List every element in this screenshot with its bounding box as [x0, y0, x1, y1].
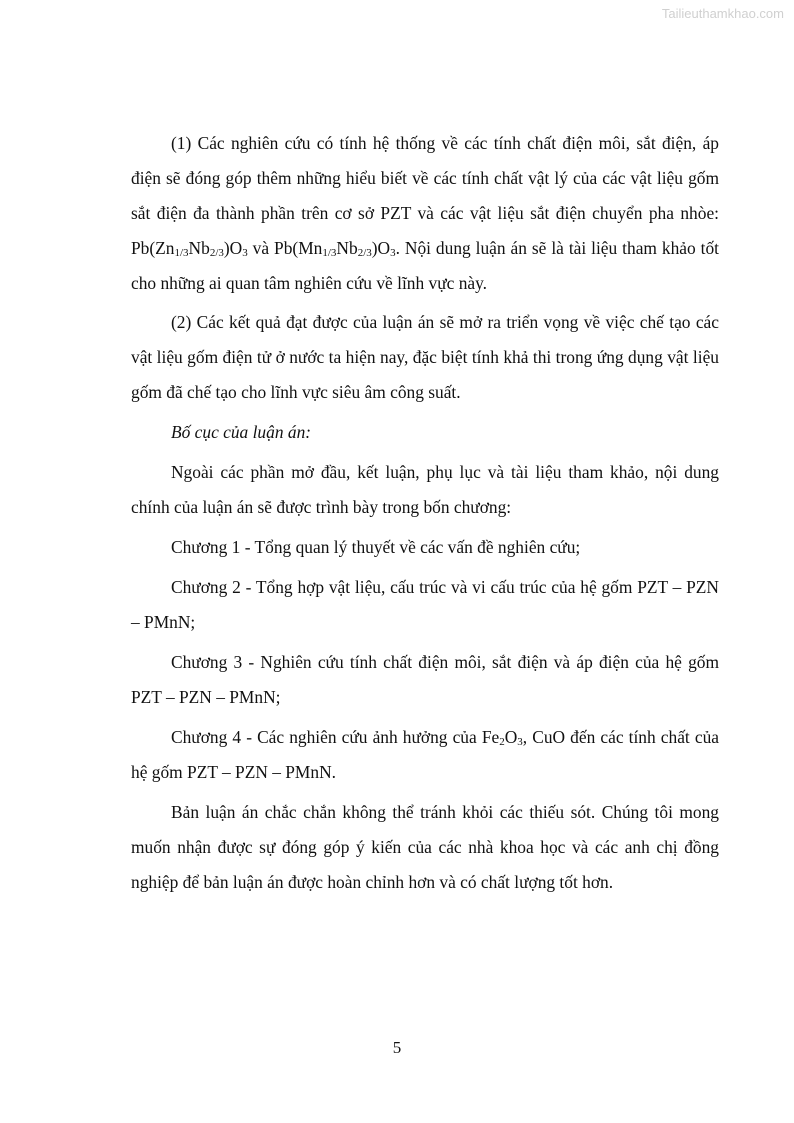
page-body: [131, 126, 719, 904]
text: Nb: [188, 238, 210, 258]
paragraph-closing: Bản luận án chắc chắn không thể tránh khỏi các thiếu sót. Chúng tôi mong muốn nhận được sự đóng góp ý kiến của các nhà khoa học và các anh chị đồng nghiệp để bản luận án được hoàn chỉnh hơn và có chất lượng tốt hơn.: [131, 802, 719, 892]
subscript: 2/3: [357, 247, 372, 259]
text: (1) Các nghiên cứu có tính hệ thống về các tính chất điện môi, sắt điện, áp điện sẽ đóng góp thêm những hiểu biết về các tính chất vật lý của các vật liệu gốm sắt điện đa thành phần trên cơ sở PZT và các vật liệu sắt điện chuyển pha nhòe: Pb(Zn: [131, 133, 719, 258]
subscript: 1/3: [174, 247, 189, 259]
text: và Pb(Mn: [247, 238, 323, 258]
chapter-1: Chương 1 - Tổng quan lý thuyết về các vấn đề nghiên cứu;: [171, 537, 581, 557]
chapter-2: Chương 2 - Tổng hợp vật liệu, cấu trúc và vi cấu trúc của hệ gốm PZT – PZN – PMnN;: [131, 577, 719, 632]
text: Nb: [336, 238, 358, 258]
subscript: 2/3: [209, 247, 224, 259]
text: , CuO đến các tính chất của hệ gốm PZT – PZN – PMnN.: [131, 727, 719, 782]
text: )O: [371, 238, 391, 258]
subscript: 2: [499, 736, 505, 748]
text: O: [504, 727, 518, 747]
subscript: 3: [517, 736, 523, 748]
paragraph-significance-1: [131, 126, 719, 301]
watermark: Tailieuthamkhao.com: [661, 6, 784, 21]
subscript: 3: [390, 247, 396, 259]
chapter-4: [131, 720, 719, 790]
chapter-3: Chương 3 - Nghiên cứu tính chất điện môi, sắt điện và áp điện của hệ gốm PZT – PZN – PMnN;: [131, 652, 719, 707]
subscript: 3: [242, 247, 248, 259]
subscript: 1/3: [322, 247, 337, 259]
text: )O: [223, 238, 243, 258]
text: . Nội dung luận án sẽ là tài liệu tham khảo tốt cho những ai quan tâm nghiên cứu về lĩnh vực này.: [131, 238, 719, 293]
paragraph-structure: Ngoài các phần mở đầu, kết luận, phụ lục và tài liệu tham khảo, nội dung chính của luận án sẽ được trình bày trong bốn chương:: [131, 462, 719, 517]
page-number: 5: [392, 1038, 402, 1057]
text: Chương 4 - Các nghiên cứu ảnh hưởng của Fe: [171, 727, 500, 747]
section-heading: Bố cục của luận án:: [171, 422, 312, 442]
paragraph-significance-2: (2) Các kết quả đạt được của luận án sẽ mở ra triển vọng về việc chế tạo các vật liệu gốm điện tử ở nước ta hiện nay, đặc biệt tính khả thi trong ứng dụng vật liệu gốm đã chế tạo cho lĩnh vực siêu âm công suất.: [131, 312, 719, 402]
